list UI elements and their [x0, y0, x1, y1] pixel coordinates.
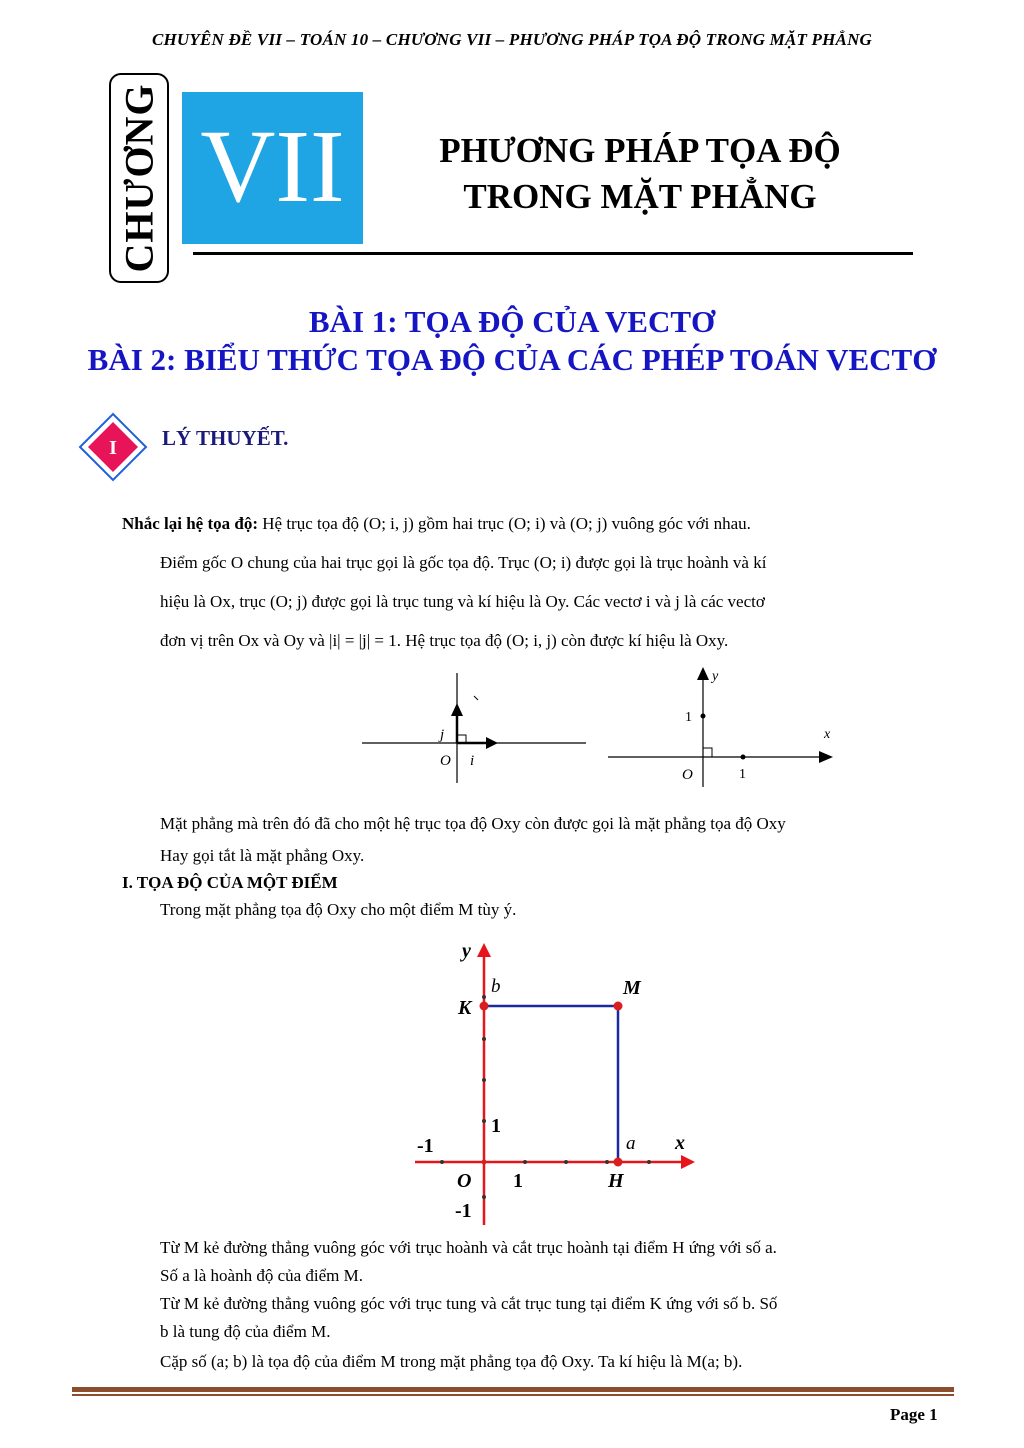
chapter-title-line1: PHƯƠNG PHÁP TỌA ĐỘ — [439, 131, 841, 170]
theory-lead: Nhắc lại hệ tọa độ: — [122, 514, 258, 533]
label-H: H — [608, 1170, 624, 1192]
explain-line-4: b là tung độ của điểm M. — [160, 1322, 331, 1341]
label-i: i — [470, 753, 475, 769]
label-K: K — [458, 997, 472, 1019]
lesson-title-2: BÀI 2: BIỂU THỨC TỌA ĐỘ CỦA CÁC PHÉP TOÁN VECTƠ — [87, 342, 937, 377]
label-b: b — [491, 976, 501, 997]
point-K — [480, 1002, 489, 1011]
explain-line-3: Từ M kẻ đường thẳng vuông góc với trục tung và cắt trục tung tại điểm K ứng với số b. Số — [160, 1294, 778, 1313]
x-axis-arrow — [819, 751, 833, 763]
point-M — [614, 1002, 623, 1011]
label-x: x — [675, 1132, 685, 1154]
label-a: a — [626, 1133, 636, 1154]
section-badge-icon — [78, 412, 148, 482]
chapter-number-box — [182, 92, 363, 244]
point-O — [482, 1160, 487, 1165]
chapter-title — [400, 128, 880, 220]
label-j: j — [440, 727, 445, 743]
point-H — [614, 1158, 623, 1167]
label-O: O — [457, 1170, 472, 1192]
section-intro: Trong mặt phẳng tọa độ Oxy cho một điểm M tùy ý. — [160, 900, 517, 919]
label-O: O — [682, 767, 693, 783]
y-axis-arrow — [697, 667, 709, 680]
axes-figure — [605, 660, 840, 790]
basis-vectors-figure — [360, 668, 590, 788]
footer-rule-thin — [72, 1394, 954, 1396]
label-neg1-y: -1 — [455, 1200, 472, 1222]
theory-line-4: đơn vị trên Ox và Oy và |i| = |j| = 1. Hệ trục tọa độ (O; i, j) còn được kí hiệu là Oxy. — [160, 631, 729, 650]
label-1-y: 1 — [491, 1115, 501, 1137]
section-badge-numeral: I — [109, 437, 117, 459]
point-coordinates-figure — [405, 935, 705, 1235]
theory-line-6: Hay gọi tắt là mặt phẳng Oxy. — [160, 846, 365, 865]
vector-j-arrow — [451, 703, 463, 716]
explain-line-1: Từ M kẻ đường thẳng vuông góc với trục hoành và cắt trục hoành tại điểm H ứng với số a. — [160, 1238, 777, 1257]
label-1-x: 1 — [739, 767, 746, 782]
label-x: x — [824, 727, 831, 742]
footer-rule — [72, 1387, 954, 1392]
theory-line-3: hiệu là Ox, trục (O; j) được gọi là trục tung và kí hiệu là Oy. Các vectơ i và j là các vectơ — [160, 592, 765, 611]
label-1-x: 1 — [513, 1170, 523, 1192]
vector-i-arrow — [486, 737, 498, 749]
label-y: y — [462, 940, 471, 962]
explain-line-2: Số a là hoành độ của điểm M. — [160, 1266, 364, 1285]
theory-line-1 — [122, 506, 962, 542]
label-neg1-x: -1 — [417, 1135, 434, 1157]
chapter-divider — [193, 252, 913, 255]
label-O: O — [440, 753, 451, 769]
explain-line-5: Cặp số (a; b) là tọa độ của điểm M trong mặt phẳng tọa độ Oxy. Ta kí hiệu là M(a; b). — [160, 1352, 743, 1371]
label-1-y: 1 — [685, 710, 692, 725]
chapter-title-line2: TRONG MẶT PHẲNG — [463, 177, 817, 216]
x-axis-arrow — [681, 1155, 695, 1169]
theory-line-5: Mặt phẳng mà trên đó đã cho một hệ trục tọa độ Oxy còn được gọi là mặt phẳng tọa độ Oxy — [160, 814, 786, 833]
running-header: CHUYÊN ĐỀ VII – TOÁN 10 – CHƯƠNG VII – PHƯƠNG PHÁP TỌA ĐỘ TRONG MẶT PHẲNG — [151, 30, 873, 49]
page-number: Page 1 — [890, 1405, 938, 1424]
chapter-number: VII — [200, 109, 345, 224]
chapter-label: CHƯƠNG — [116, 83, 162, 273]
theory-line-2: Điểm gốc O chung của hai trục gọi là gốc tọa độ. Trục (O; i) được gọi là trục hoành và kí — [160, 553, 767, 572]
section-heading: I. TỌA ĐỘ CỦA MỘT ĐIỂM — [122, 873, 338, 892]
section-title: LÝ THUYẾT. — [162, 426, 289, 450]
theory-text-1: Hệ trục tọa độ (O; i, j) gồm hai trục (O; i) và (O; j) vuông góc với nhau. — [262, 514, 751, 533]
label-M: M — [623, 977, 641, 999]
chapter-label-box — [109, 73, 169, 283]
label-y: y — [712, 669, 719, 684]
lesson-title-1: BÀI 1: TỌA ĐỘ CỦA VECTƠ — [308, 304, 716, 339]
y-axis-arrow — [477, 943, 491, 957]
